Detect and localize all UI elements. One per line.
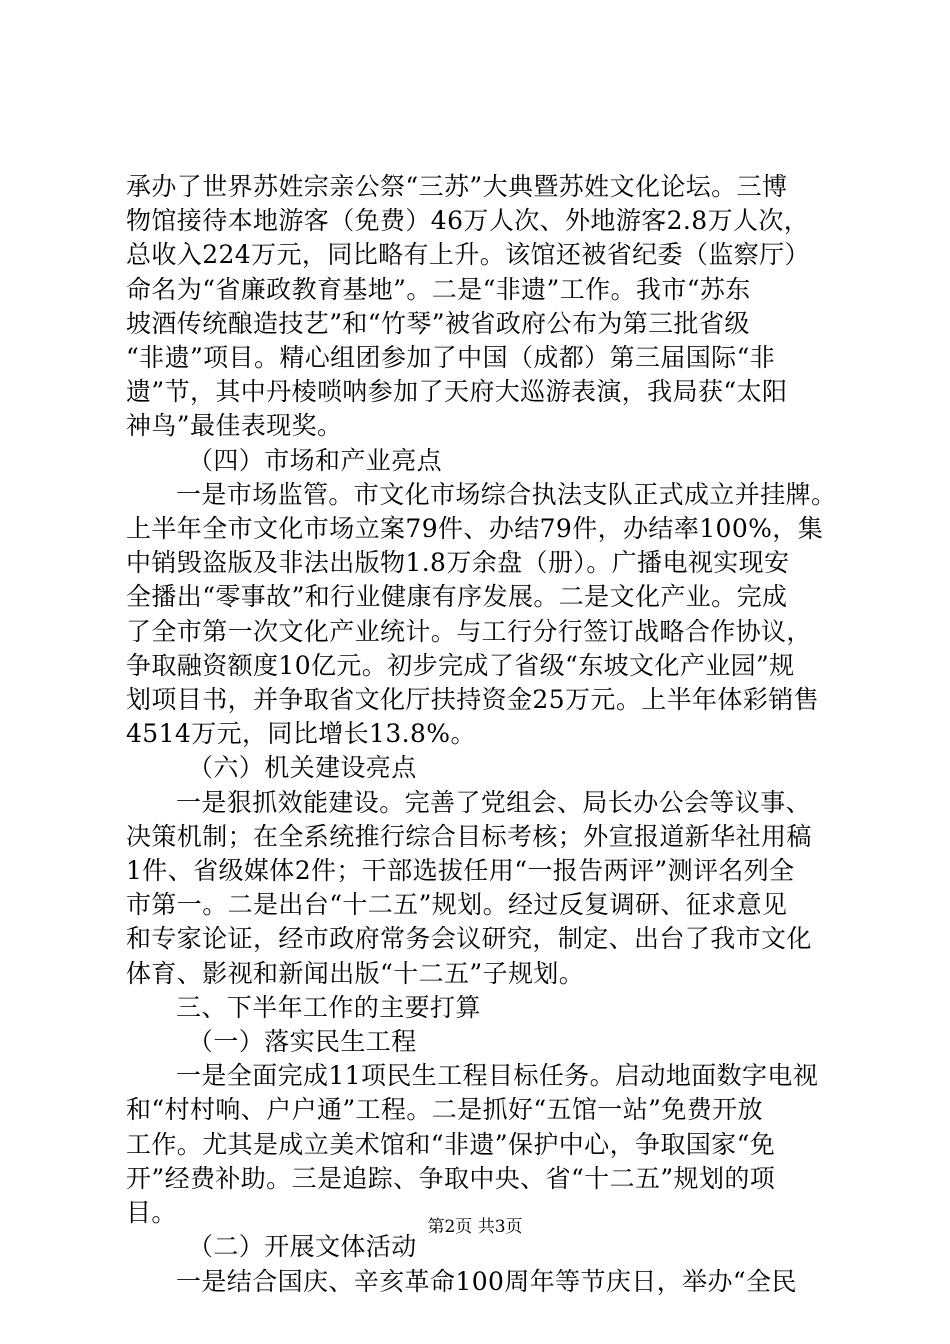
body-text-line: 争取融资额度10亿元。初步完成了省级“东坡文化产业园”规 [126, 650, 795, 680]
body-text-line: 命名为“省廉政教育基地”。二是“非遗”工作。我市“苏东 [126, 274, 751, 304]
body-text-line: 和“村村响、户户通”工程。二是抓好“五馆一站”免费开放 [126, 1095, 763, 1125]
body-text-line: 神鸟”最佳表现奖。 [126, 411, 343, 441]
body-text-line: 工作。尤其是成立美术馆和“非遗”保护中心，争取国家“免 [126, 1129, 776, 1159]
body-text-line: 和专家论证，经市政府常务会议研究，制定、出台了我市文化 [126, 924, 812, 954]
body-text-line: 开”经费补助。三是追踪、争取中央、省“十二五”规划的项 [126, 1163, 776, 1193]
body-text-line: 总收入224万元，同比略有上升。该馆还被省纪委（监察厅） [126, 240, 810, 270]
body-text-line: 4514万元，同比增长13.8%。 [126, 719, 476, 749]
body-text-line: “非遗”项目。精心组团参加了中国（成都）第三届国际“非 [126, 343, 776, 373]
paragraph-start-line: 一是市场监管。市文化市场综合执法支队正式成立并挂牌。 [176, 479, 837, 509]
paragraph-start-line: 一是结合国庆、辛亥革命100周年等节庆日，举办“全民 [176, 1266, 797, 1296]
body-text-line: 划项目书，并争取省文化厅扶持资金25万元。上半年体彩销售 [126, 685, 820, 715]
body-text-line: 体育、影视和新闻出版“十二五”子规划。 [126, 958, 585, 988]
body-text-line: 全播出“零事故”和行业健康有序发展。二是文化产业。完成 [126, 582, 788, 612]
body-text-line: 遗”节，其中丹棱唢呐参加了天府大巡游表演，我局获“太阳 [126, 377, 788, 407]
body-text-line: 目。 [126, 1198, 177, 1228]
body-text-line: 承办了世界苏姓宗亲公祭“三苏”大典暨苏姓文化论坛。三博 [126, 172, 788, 201]
body-text-line: 1件、省级媒体2件；干部选拔任用“一报告两评”测评名列全 [126, 856, 795, 886]
paragraph-start-line: 一是狠抓效能建设。完善了党组会、局长办公会等议事、 [176, 787, 812, 817]
section-heading: （四）市场和产业亮点 [188, 445, 443, 475]
body-text-line: 市第一。二是出台“十二五”规划。经过反复调研、征求意见 [126, 890, 788, 920]
section-heading: （二）开展文体活动 [188, 1232, 417, 1262]
body-text-line: 中销毁盗版及非法出版物1.8万余盘（册）。广播电视实现安 [126, 548, 790, 578]
body-text-line: 上半年全市文化市场立案79件、办结79件，办结率100%，集 [126, 514, 824, 544]
body-text-line: 了全市第一次文化产业统计。与工行分行签订战略合作协议， [126, 616, 812, 646]
body-text-line: 决策机制；在全系统推行综合目标考核；外宣报道新华社用稿 [126, 821, 812, 851]
paragraph-start-line: 三、下半年工作的主要打算 [176, 992, 481, 1022]
page-footer: 第2页 共3页 [427, 1217, 523, 1237]
body-text-line: 坡酒传统酿造技艺”和“竹琴”被省政府公布为第三批省级 [126, 308, 750, 338]
section-heading: （一）落实民生工程 [188, 1027, 417, 1057]
section-heading: （六）机关建设亮点 [188, 753, 417, 783]
document-body [126, 170, 840, 1299]
paragraph-start-line: 一是全面完成11项民生工程目标任务。启动地面数字电视 [176, 1061, 819, 1091]
body-text-line: 物馆接待本地游客（免费）46万人次、外地游客2.8万人次， [126, 206, 810, 236]
